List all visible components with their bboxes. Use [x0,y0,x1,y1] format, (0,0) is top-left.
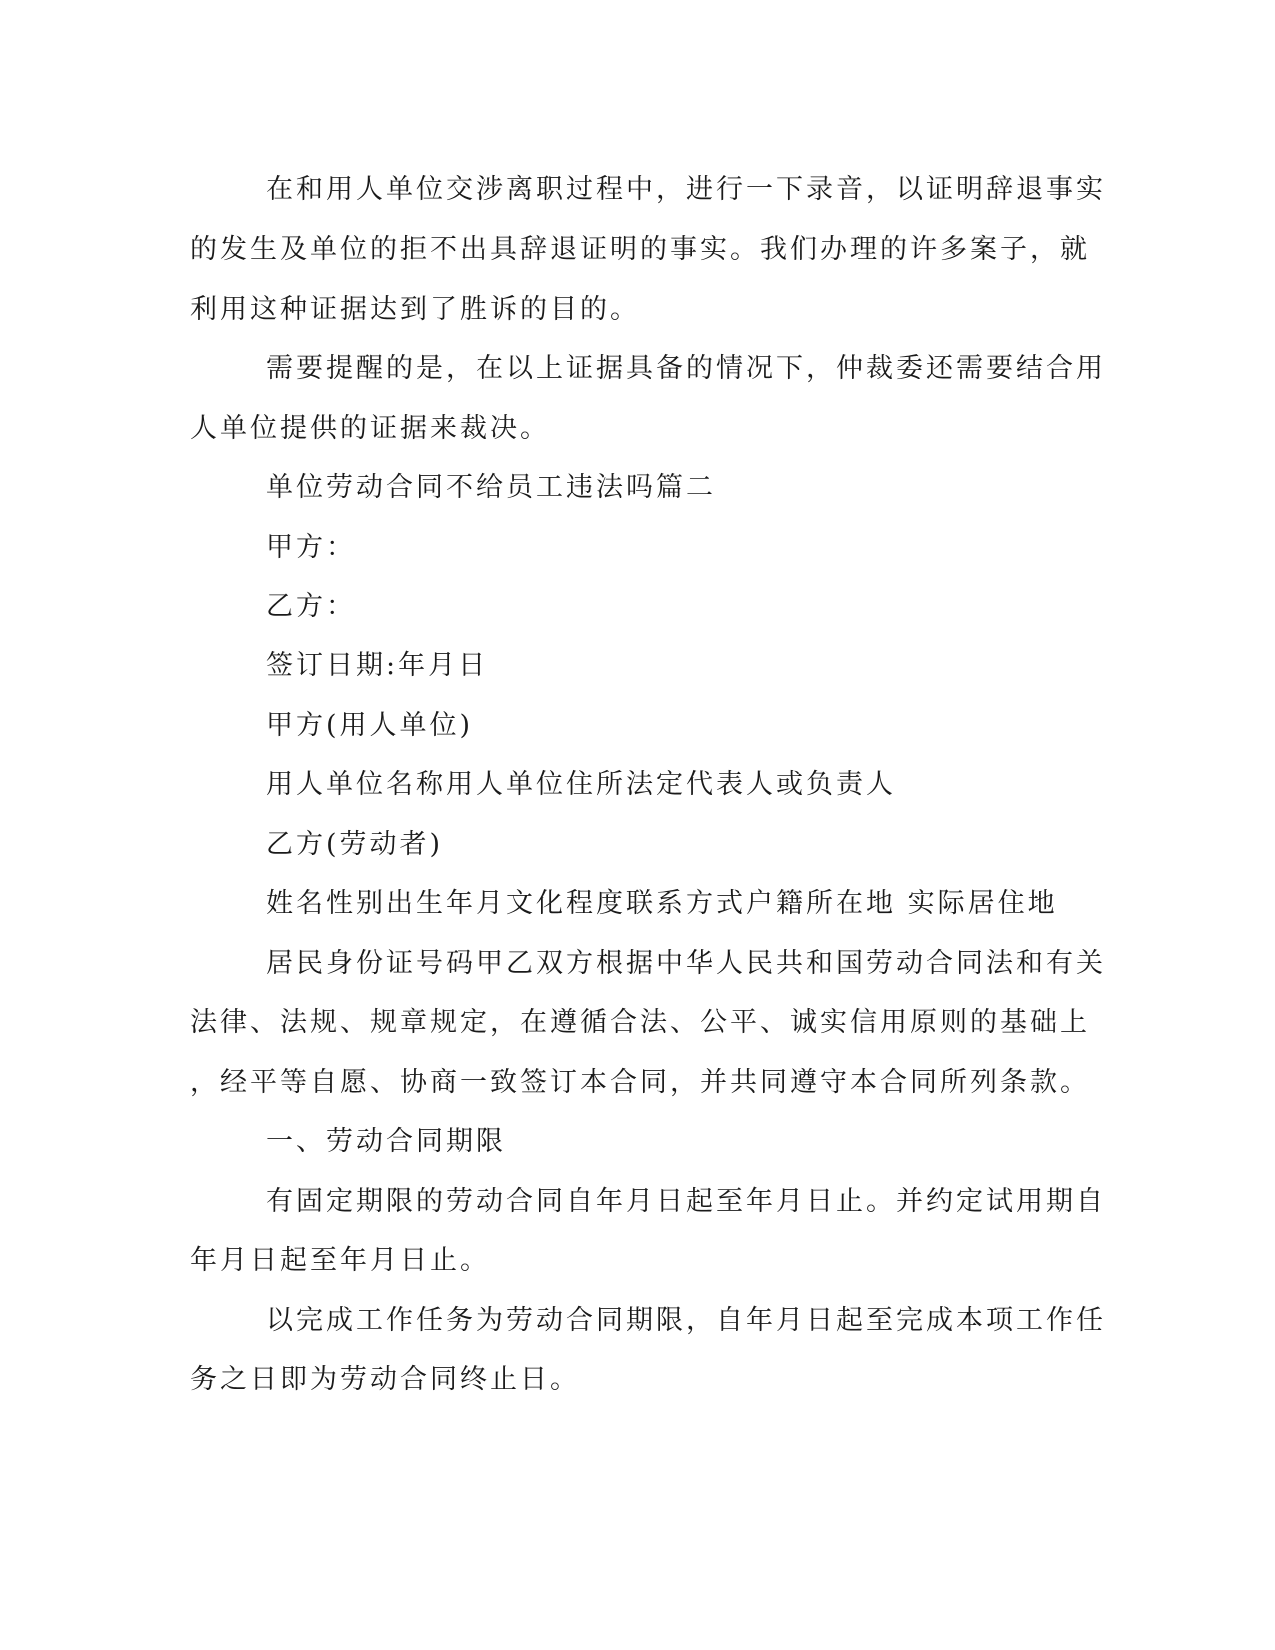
paragraph-line: 法律、法规、规章规定，在遵循合法、公平、诚实信用原则的基础上 [190,1007,1090,1038]
paragraph-line: 年月日起至年月日止。 [190,1245,490,1276]
party-b-heading: 乙方(劳动者) [266,829,444,860]
paragraph-line: 在和用人单位交涉离职过程中，进行一下录音，以证明辞退事实 [266,174,1106,205]
employee-fields: 姓名性别出生年月文化程度联系方式户籍所在地 实际居住地 [266,888,1058,919]
party-b-label: 乙方： [266,591,356,622]
paragraph-line: 的发生及单位的拒不出具辞退证明的事实。我们办理的许多案子，就 [190,234,1090,265]
section-heading: 单位劳动合同不给员工违法吗篇二 [266,472,716,503]
paragraph-line: 有固定期限的劳动合同自年月日起至年月日止。并约定试用期自 [266,1186,1106,1217]
sign-date: 签订日期:年月日 [266,650,489,681]
party-a-heading: 甲方(用人单位) [266,710,474,741]
paragraph-line: 人单位提供的证据来裁决。 [190,413,550,444]
paragraph-line: 以完成工作任务为劳动合同期限，自年月日起至完成本项工作任 [266,1305,1106,1336]
paragraph-line: 需要提醒的是，在以上证据具备的情况下，仲裁委还需要结合用 [266,353,1106,384]
paragraph-line: 利用这种证据达到了胜诉的目的。 [190,294,640,325]
party-a-label: 甲方： [266,532,356,563]
employer-fields: 用人单位名称用人单位住所法定代表人或负责人 [266,769,896,800]
paragraph-line: 居民身份证号码甲乙双方根据中华人民共和国劳动合同法和有关 [266,948,1106,979]
clause-heading: 一、劳动合同期限 [266,1126,506,1157]
paragraph-line: ，经平等自愿、协商一致签订本合同，并共同遵守本合同所列条款。 [190,1067,1090,1098]
paragraph-line: 务之日即为劳动合同终止日。 [190,1364,580,1395]
